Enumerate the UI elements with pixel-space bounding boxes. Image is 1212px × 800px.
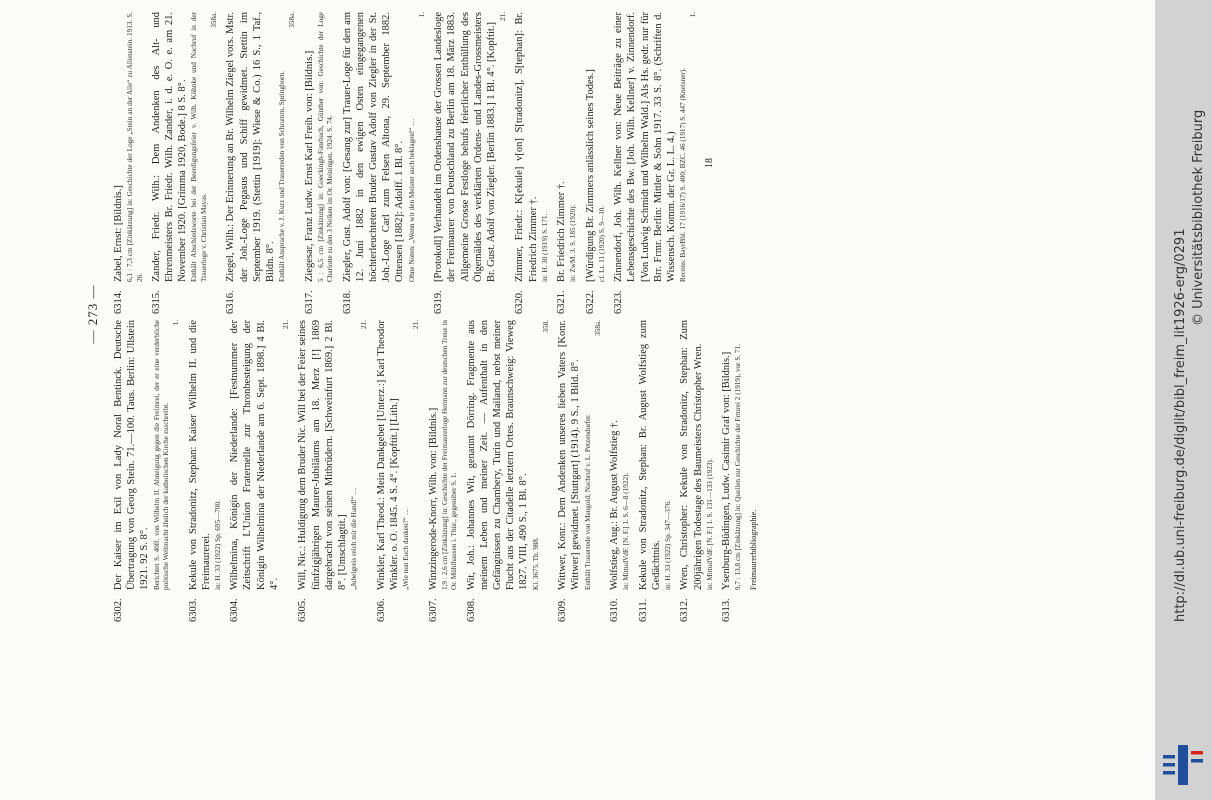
entry-body bbox=[556, 320, 603, 590]
entry-note: Kl. 3675. Th. 988. bbox=[531, 537, 540, 590]
entry-number: 6317. bbox=[303, 290, 315, 314]
entry-body bbox=[375, 320, 422, 590]
entry-text: Wilhelmina, Königin der Niederlande: [Festnummer der Zeitschrift L'Union Fraternelle zur Thronbesteigung der Königin Wilhelmina der Niederlande am 6. Sept. 1898.] 4 Bl. 4°. bbox=[229, 320, 280, 590]
column-footer: Freimaurerbibliographie. bbox=[748, 509, 758, 590]
entry-note: in: H. 33 (1922) Sp. 347—376. bbox=[664, 500, 673, 590]
bibliography-entry bbox=[465, 320, 552, 622]
entry-number: 6314. bbox=[113, 290, 124, 314]
bibliography-entry bbox=[637, 320, 674, 622]
entry-note: 5 : 6,5 cm [Zinkätzung] in: Goeckingh-Fanrbach, Günther von: Geschichte der Loge Charlotte zu den 3 Nelken im Or. Meiningen. 1924. S. 74. bbox=[316, 12, 335, 282]
viewer-sidebar bbox=[1155, 0, 1212, 800]
entry-number: 6303. bbox=[187, 598, 199, 622]
signature-mark: 18 bbox=[703, 158, 715, 168]
entry-body bbox=[427, 320, 460, 590]
bibliography-entry bbox=[432, 12, 508, 314]
right-column bbox=[112, 6, 759, 314]
entry-number: 6320. bbox=[514, 290, 526, 314]
entry-body bbox=[228, 320, 291, 590]
entry-text: Zander, Friedr. Wilh.: Dem Andenken des Alt- und Ehrenmeisters Br. Friedr. Wilh. Zander, i. d. e. O. e. am 21. November 1920. [Grimma 1920, Bode.] 8 S. 8°. bbox=[150, 12, 189, 282]
entry-number: 6309. bbox=[557, 598, 569, 622]
entry-mark: 358. bbox=[541, 320, 550, 333]
entry-number: 6319. bbox=[433, 290, 445, 314]
entry-body bbox=[112, 12, 145, 282]
entry-body bbox=[608, 320, 632, 590]
entry-text: Zabel, Ernst: [Bildnis.] bbox=[113, 185, 124, 282]
bibliography-entry bbox=[224, 12, 297, 314]
entry-body bbox=[341, 12, 428, 282]
bibliography-entry bbox=[303, 12, 336, 314]
entry-mark: 358a. bbox=[593, 320, 602, 336]
entry-note: in: H. 30 (1919) S. 171. bbox=[540, 213, 549, 282]
entry-mark: 1. bbox=[417, 12, 426, 18]
copyright-notice: © Universitätsbibliothek Freiburg bbox=[1191, 109, 1206, 326]
entry-text: Ziegesar, Franz Ludw. Ernst Karl Freih. von: [Bildnis.] bbox=[303, 50, 315, 282]
entry-note: „Jubelgreis reich mir die Hand!“ … bbox=[350, 487, 359, 590]
entry-body bbox=[637, 320, 674, 590]
entry-mark: 21. bbox=[360, 320, 369, 329]
entry-mark: 21. bbox=[499, 12, 508, 21]
page-number: — 273 — bbox=[85, 284, 100, 344]
page-number-text: 273 bbox=[85, 302, 100, 326]
entry-number: 6308. bbox=[465, 598, 477, 622]
entry-number: 6306. bbox=[375, 598, 387, 622]
entry-body bbox=[720, 320, 744, 590]
entry-text: Ysenburg-Büdingen, Ludw. Casimir Graf von: [Bildnis.] bbox=[721, 351, 733, 590]
entry-body bbox=[465, 320, 552, 590]
entry-body bbox=[432, 12, 508, 282]
entry-text: Ziegler, Gust. Adolf von: [Gesang zur] Trauer-Loge für den am 12. Juni 1882 in den ewigen Osten eingegangenen höchterleuchteten Bruder Gustav Adolf von Ziegler in der St. Joh.-Loge Carl zum Felsen Altona, 29. September 1882. Ottensen [1882]: Adolff. 1 Bl. 8°. bbox=[341, 12, 406, 282]
entry-text: Kekule von Stradonitz, Stephan: Br. August Wolfstieg zum Gedächtnis. bbox=[637, 320, 662, 590]
entry-mark: 1. bbox=[689, 12, 698, 18]
bibliography-entry bbox=[228, 320, 291, 622]
entry-body bbox=[296, 320, 369, 590]
entry-body bbox=[187, 320, 224, 590]
bibliography-entry bbox=[187, 320, 224, 622]
entry-number: 6310. bbox=[609, 598, 621, 622]
bibliography-entry bbox=[341, 12, 428, 314]
entry-mark: 21. bbox=[412, 320, 421, 329]
entry-note: in: ZwM. 3. S. 185 (1920). bbox=[569, 204, 578, 282]
bibliography-entry bbox=[150, 12, 220, 314]
entry-number: 6311. bbox=[637, 598, 649, 622]
entry-body bbox=[612, 12, 699, 282]
entry-text: Wit, Joh.: Johannes Wit, genannt Dörring. Fragmente aus meinem Leben und meiner Zeit. — Aufenthalt in den Gefängnissen zu Chambery, Turin und Mailand, nebst meiner Flucht aus der Citadelle letztern Ortes. Braunschweig: Vieweg 1827. VIII, 490 S., 1 Bl. 8°. bbox=[465, 320, 530, 590]
entry-text: Zimmer, Friedr.: K[ekule] v[on] S[tradonitz], S[tephan]: Br. Friedrich Zimmer †. bbox=[514, 12, 539, 282]
entry-text: Zinnendorf, Joh. Wilh. Kellner von: Neue Beiträge zu einer Lebensgeschichte des Bw. [Joh. Wilh. Kellner] v. Zinnendorf. [Von Ludwig Schmidt und Wilhelm Wald.] Als Hs. gedr. nur für Brr. Frmr. Berlin: Mittler & Sohn 1917. 33 S. 8°. (Schriften d. Wissensch. Komm. der Gr. L. L. 4.) bbox=[613, 12, 677, 282]
bibliography-entry bbox=[555, 12, 579, 314]
entry-text: Wittwer, Konr.: Dem Andenken unseres lieben Vaters [Konr. Wittwer] gewidmet. [Stuttgart] (1914). 9 S., 1 Bild. 8°. bbox=[557, 320, 582, 590]
entry-text: Will, Nic.: Huldigung dem Bruder Nic. Will bei der Feier seines fünfzigjährigen Maurer-Jubiläums am 18. Merz [!] 1869 dargebracht von seinen Mitbrüdern. [Schweinfurt 1869.] 2 Bl. 8°. [Umschlagtit.] bbox=[297, 320, 348, 590]
entry-text: [Protokoll] Verhandelt im Ordenshause der Grossen Landesloge der Freimaurer von Deutschland zu Berlin am 18. März 1883. Allgemeine Grosse Festloge behufs feierlicher Enthüllung des Ölgemäldes des verklärten Ordens- und Landes-Grossmeisters Br. Gust. Adolf von Ziegler. [Berlin 1883.] 1 Bl. 4°. [Kopftit.] bbox=[433, 12, 497, 282]
entry-number: 6304. bbox=[229, 598, 241, 622]
bibliography-entry bbox=[556, 320, 603, 622]
entry-body bbox=[303, 12, 336, 282]
entry-number: 6307. bbox=[427, 598, 439, 622]
entry-mark: 358a. bbox=[210, 12, 218, 28]
entry-text: Wolfstieg, Aug.: Br. August Wolfstieg †. bbox=[609, 420, 621, 590]
entry-text: [Würdigung Br. Zimmers anlässlich seines Todes.] bbox=[584, 69, 596, 282]
bibliography-entry bbox=[427, 320, 460, 622]
entry-number: 6313. bbox=[721, 598, 733, 622]
entry-note: Enthält Abschiedsworte bei der Beerdigungsfeier v. Wilh. Köhnke und Nachruf in der Trauerloge v. Christian Mayas. bbox=[190, 12, 208, 282]
entry-number: 6318. bbox=[341, 290, 353, 314]
entry-note: Recens: BayrBbl. 17 (1916/17) S. 400; BZC. 46 (1917) S. 447 (Kneisner). bbox=[679, 67, 688, 282]
bibliography-entry bbox=[296, 320, 369, 622]
entry-note: in: MittudVdF. [N. F.] 1. S. 6—8 (1922). bbox=[622, 472, 631, 590]
entry-text: Br. Friedrich Zimmer †. bbox=[556, 181, 568, 282]
entry-note: 6,1 : 7,3 cm [Zinkätzung] in: Geschichte der Loge „Stein an der Alle“ zu Allenstein. 1913. S. 26. bbox=[126, 12, 144, 282]
page-columns bbox=[112, 6, 759, 622]
entry-body bbox=[584, 12, 608, 282]
entry-number: 6323. bbox=[613, 290, 625, 314]
entry-mark: 1. bbox=[172, 320, 181, 326]
entry-body bbox=[112, 320, 182, 590]
entry-number: 6321. bbox=[556, 290, 568, 314]
entry-note: Ohne Noten: „Wenn wir den Meister auch beklagen!“ … bbox=[407, 118, 416, 282]
bibliography-entry bbox=[112, 12, 145, 314]
entry-body bbox=[678, 320, 715, 590]
entry-body bbox=[150, 12, 220, 282]
entry-number: 6305. bbox=[297, 598, 309, 622]
bibliography-entry bbox=[112, 320, 182, 622]
entry-note: in: H. 33 (1922) Sp. 695—700. bbox=[213, 500, 222, 590]
entry-mark: 21. bbox=[282, 320, 291, 329]
entry-number: 6315. bbox=[150, 290, 162, 314]
bibliography-entry bbox=[678, 320, 715, 622]
entry-number: 6316. bbox=[225, 290, 237, 314]
left-column bbox=[112, 314, 759, 622]
entry-number: 6322. bbox=[584, 290, 596, 314]
entry-text: Ziegel, Wilh.: Der Erinnerung an Br. Wilhelm Ziegel vors. Mstr. der Joh.-Loge Pegasus und Schiff gewidmet. Stettin im September 1919. (Stettin [1919]: Wiese & Co.) 16 S., 1 Taf., Bildn. 8°. bbox=[225, 12, 276, 282]
rotated-page bbox=[82, 6, 1122, 622]
entry-note: Enthält Trauerrede von Mangold; Nachruf v. L. Petzendorfer. bbox=[583, 414, 592, 590]
bibliography-entry bbox=[584, 12, 608, 314]
entry-number: 6312. bbox=[679, 598, 691, 622]
entry-text: Wintzingerode-Knorr, Wilh. von: [Bildnis.] bbox=[427, 407, 439, 590]
entry-mark: 358a. bbox=[288, 12, 297, 28]
entry-note: Berichtet S. 40ff. von Wilhelm II. Abneigung gegen die Freimrei, der er eine verderbliche politische Weltmacht ähnlich der katholischen Kirche zuschreibt. bbox=[152, 320, 170, 590]
entry-note: in: MittudVdF. [N. F.] 1. S. 131—133 (1923). bbox=[705, 458, 714, 590]
entry-text: Wren, Christopher: Kekule von Stradonitz, Stephan: Zum 200jährigen Todestage des Baumeisters Christopher Wren. bbox=[679, 320, 704, 590]
entry-note: „Wie nun Euch danken?“ … bbox=[402, 508, 411, 590]
bibliography-entry bbox=[612, 12, 699, 314]
entry-note: 9,7 : 13,8 cm [Zinkätzung] in: Quellen zur Geschichte der Frmrei 2 (1919), vor S. 71. bbox=[734, 344, 743, 590]
bibliography-entry bbox=[375, 320, 422, 622]
entry-body bbox=[224, 12, 297, 282]
entry-text: Winkler, Karl Theod.: Mein Dankgebet [Unterz.:] Karl Theodor Winkler. o. O. 1845. 4 S. 4°. [Kopftit.] [Lith.] bbox=[375, 320, 400, 590]
bibliography-entry bbox=[720, 320, 744, 622]
entry-text: Kekule von Stradonitz, Stephan: Kaiser Wilhelm II. und die Freimaurerei. bbox=[187, 320, 212, 590]
entry-note: cf. Lt. 11 (1920) S. 9—10. bbox=[597, 205, 606, 282]
entry-note: Enthält Ansprache v. J. Kurz und Trauerreden von Schramm, Springborn. bbox=[278, 71, 287, 282]
library-logo-icon bbox=[1163, 745, 1203, 785]
entry-number: 6302. bbox=[113, 598, 124, 622]
bibliography-entry bbox=[513, 12, 550, 314]
source-url[interactable]: http://dl.ub.uni-freiburg.de/diglit/bibl_freim_lit1926-erg/0291 bbox=[1173, 228, 1188, 622]
entry-body bbox=[555, 12, 579, 282]
bibliography-entry bbox=[608, 320, 632, 622]
entry-note: 1,9 : 2,6 cm [Zinkätzung] in: Geschichte der Freimaurerloge Hermann zur deutschen Treue in Or. Mühlhausen i. Thür., gegenüber S. 1. bbox=[440, 320, 459, 590]
entry-text: Der Kaiser im Exil von Lady Noral Bentinck. Deutsche Übertragung von Georg Stein. 71.—100. Taus. Berlin: Ullstein 1921. 92 S. 8°. bbox=[113, 320, 151, 590]
entry-body bbox=[513, 12, 550, 282]
